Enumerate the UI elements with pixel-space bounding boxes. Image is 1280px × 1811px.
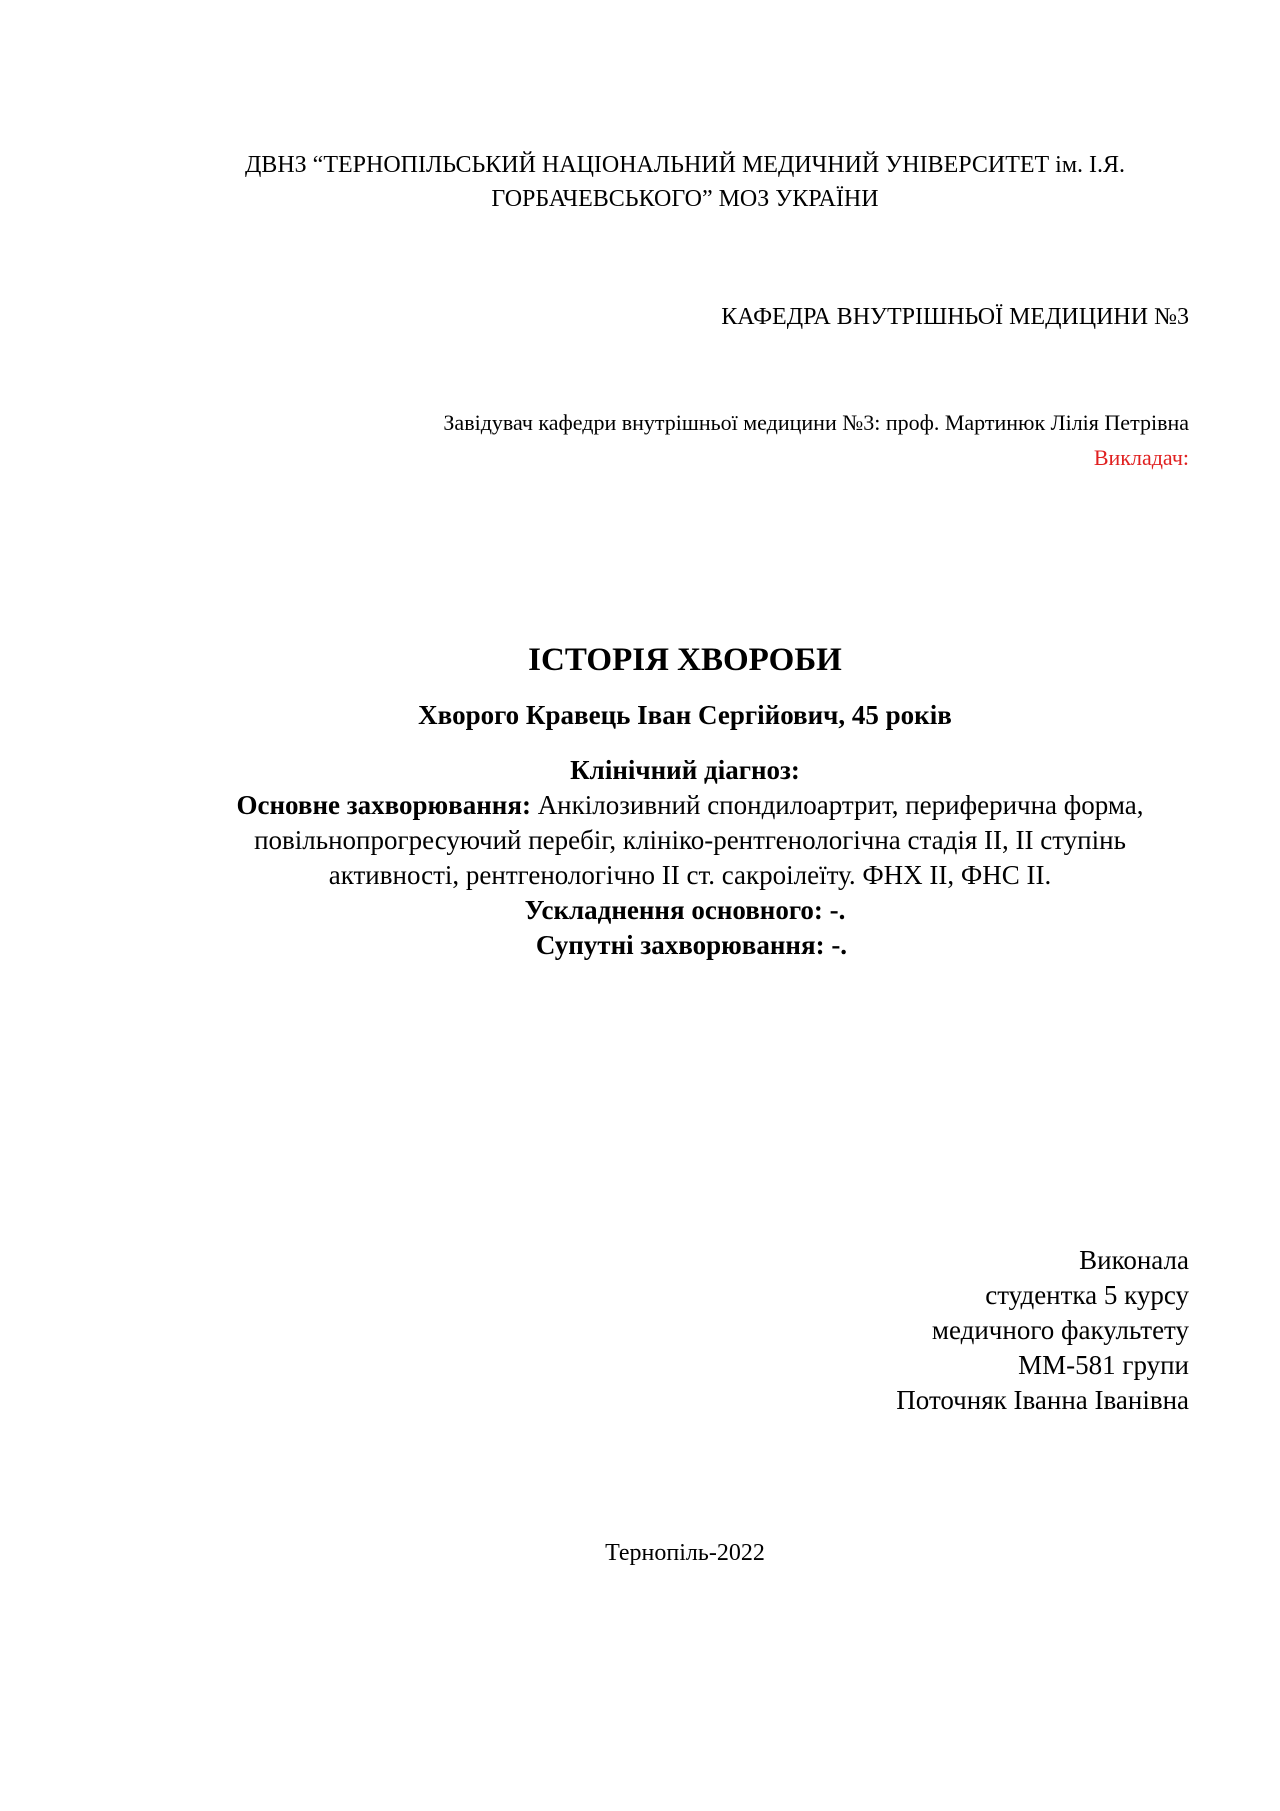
institution-line-1: ДВНЗ “ТЕРНОПІЛЬСЬКИЙ НАЦІОНАЛЬНИЙ МЕДИЧНИЙ УНІВЕРСИТЕТ ім. І.Я. <box>244 152 1126 178</box>
diagnosis-heading: Клінічний діагноз: <box>570 755 800 785</box>
complications: Ускладнення основного: -. <box>524 895 846 925</box>
comorbidities: Супутні захворювання: -. <box>535 930 848 960</box>
document-title: ІСТОРІЯ ХВОРОБИ <box>528 642 842 678</box>
patient-name: Хворого Кравець Іван Сергійович, 45 років <box>418 700 952 730</box>
author-block <box>896 1243 1189 1418</box>
main-diagnosis-text: Анкілозивний спондилоартрит, периферична форма, повільнопрогресуючий перебіг, клініко-рентгенологічна стадія ІІ, ІІ ступінь активності, рентгенологічно ІІ ст. сакроілеїту. ФНХ ІІ, ФНС ІІ. <box>254 790 1144 890</box>
staff-block <box>443 405 1189 475</box>
teacher-label: Викладач: <box>1093 445 1189 470</box>
author-line-2: студентка 5 курсу <box>985 1280 1189 1310</box>
department-name: КАФЕДРА ВНУТРІШНЬОЇ МЕДИЦИНИ №3 <box>721 304 1189 330</box>
author-line-1: Виконала <box>1079 1245 1189 1275</box>
head-of-department: Завідувач кафедри внутрішньої медицини №3: проф. Мартинюк Лілія Петрівна <box>443 410 1189 435</box>
institution-header <box>170 148 1200 216</box>
city-year: Тернопіль-2022 <box>605 1540 765 1566</box>
institution-line-2: ГОРБАЧЕВСЬКОГО” МОЗ УКРАЇНИ <box>491 186 879 212</box>
author-line-3: медичного факультету <box>931 1315 1189 1345</box>
main-diagnosis-label: Основне захворювання: <box>236 790 531 820</box>
main-diagnosis <box>200 788 1180 893</box>
author-line-4: ММ-581 групи <box>1018 1350 1189 1380</box>
author-line-5: Поточняк Іванна Іванівна <box>896 1385 1189 1415</box>
